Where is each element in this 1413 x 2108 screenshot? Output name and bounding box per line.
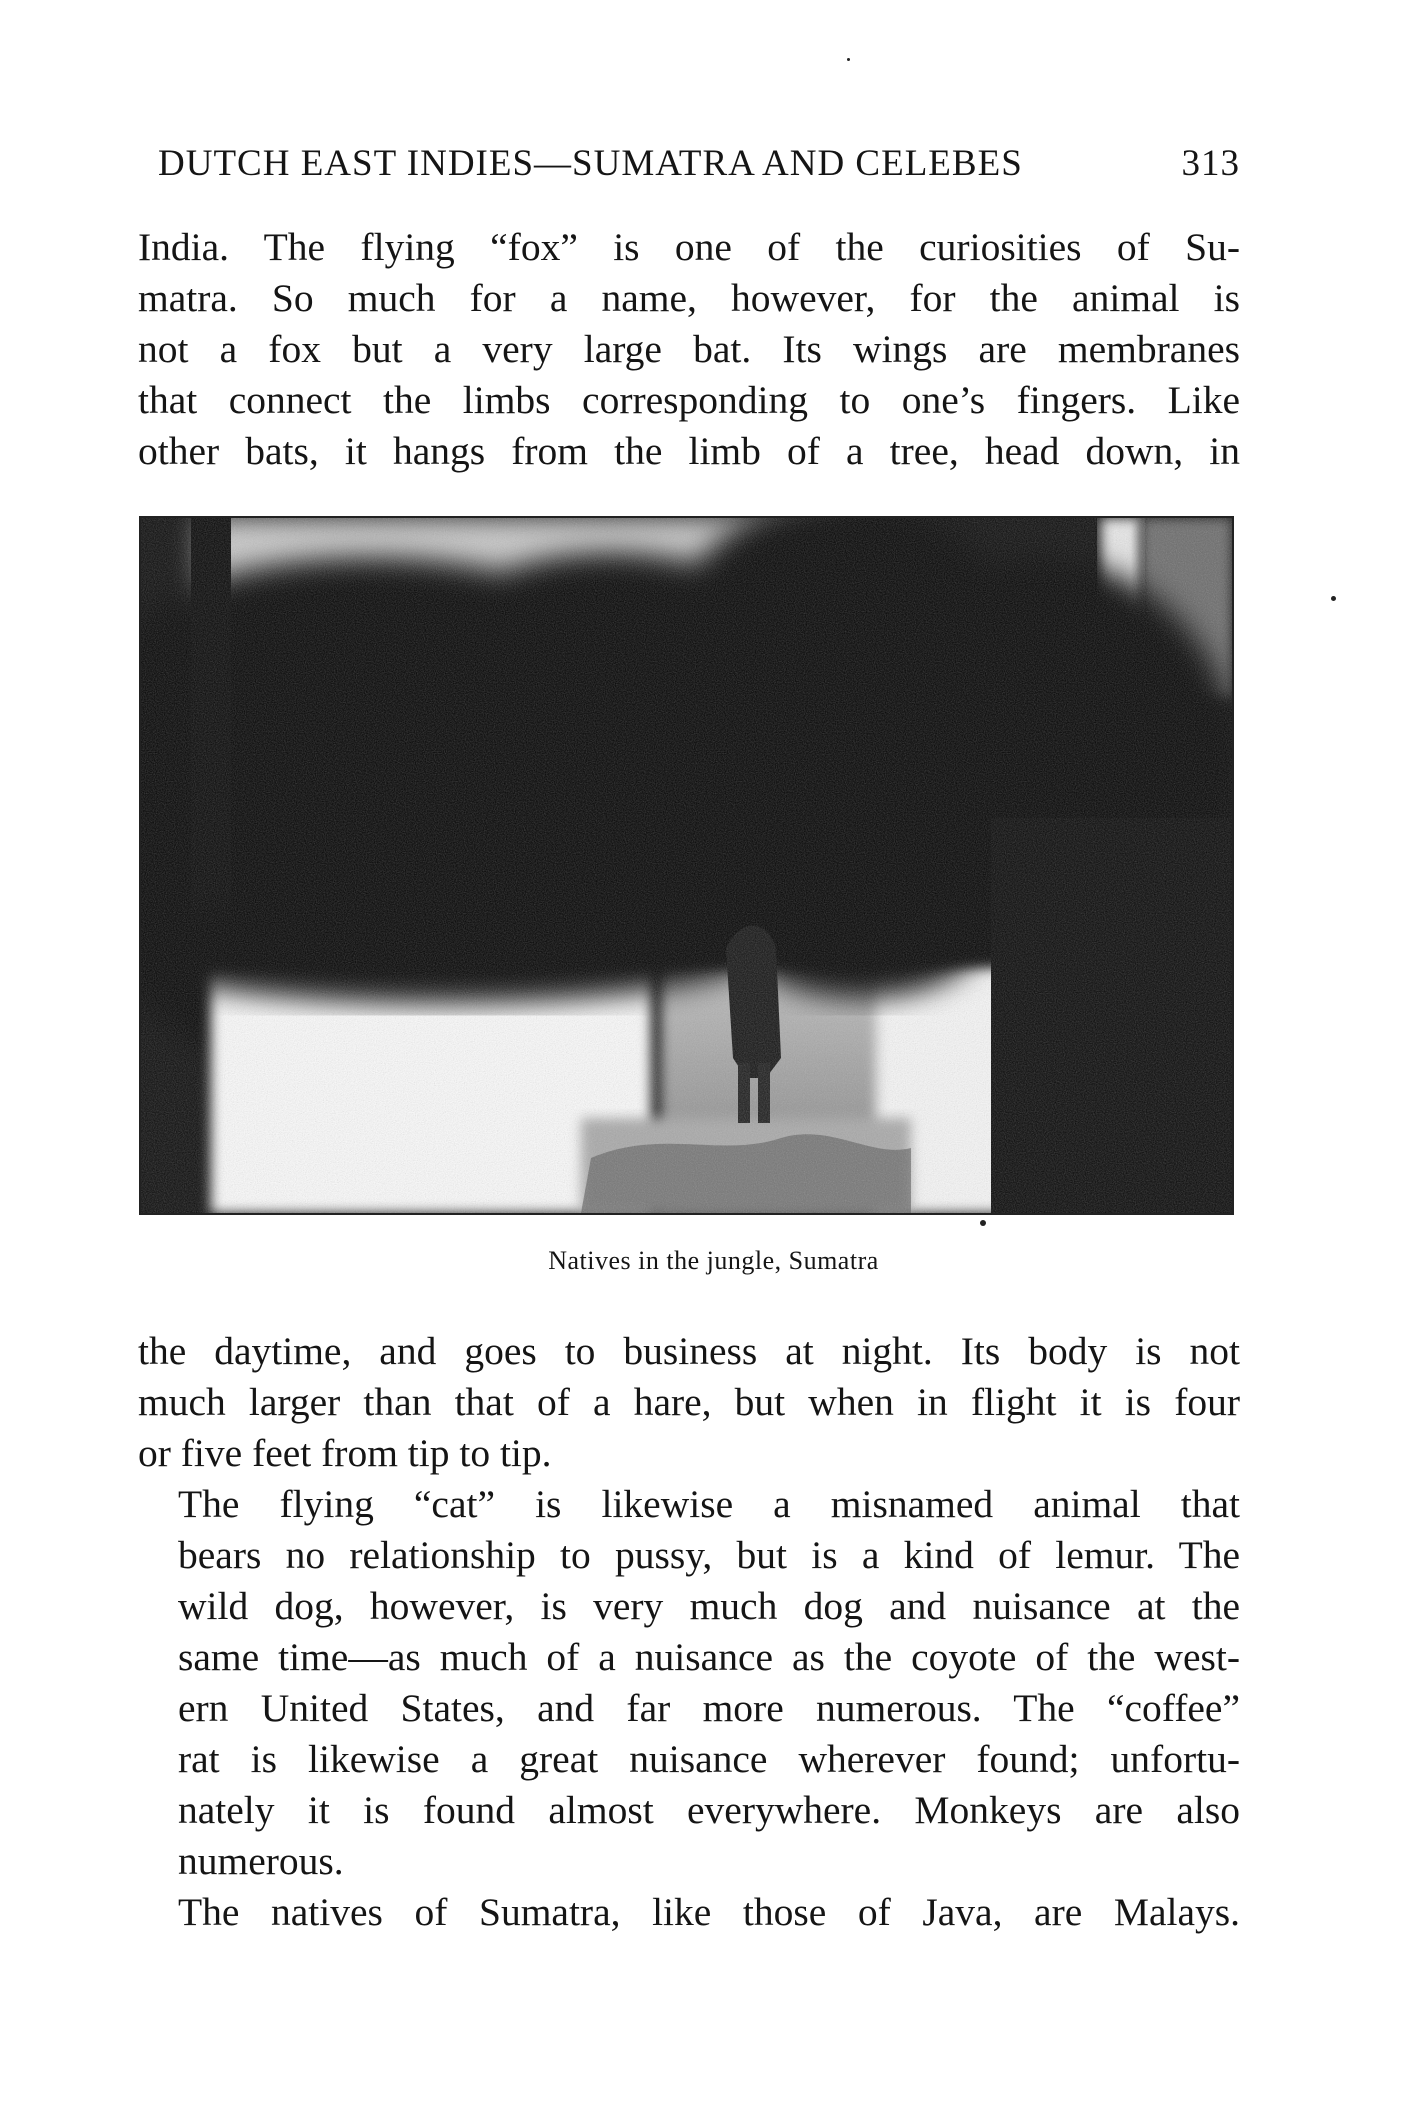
photo-illustration [141, 518, 1232, 1213]
text-line: bears no relationship to pussy, but is a kind of lemur. The [178, 1533, 1240, 1577]
text-line: rat is likewise a great nuisance wherever found; unfortu- [178, 1737, 1240, 1781]
running-head-title: DUTCH EAST INDIES—SUMATRA AND CELEBES [158, 143, 1023, 184]
text-line: wild dog, however, is very much dog and nuisance at the [178, 1584, 1240, 1628]
text-line: not a fox but a very large bat. Its wings are membranes [138, 327, 1240, 371]
text-line: matra. So much for a name, however, for the animal is [138, 276, 1240, 320]
text-line: same time—as much of a nuisance as the coyote of the west- [178, 1635, 1240, 1679]
text-line: numerous. [178, 1839, 344, 1883]
paragraph [138, 1887, 1240, 1938]
figure-caption: Natives in the jungle, Sumatra [548, 1246, 879, 1275]
jungle-photograph [139, 516, 1234, 1215]
print-speck [1331, 596, 1336, 601]
print-speck [980, 1220, 986, 1226]
running-head [158, 140, 1240, 188]
text-block-bottom [138, 1326, 1240, 1938]
text-line: much larger than that of a hare, but when in flight it is four [138, 1380, 1240, 1424]
paragraph [138, 1479, 1240, 1887]
text-line: other bats, it hangs from the limb of a tree, head down, in [138, 429, 1240, 473]
paragraph [138, 1326, 1240, 1479]
text-block-top [138, 222, 1240, 477]
text-line: ern United States, and far more numerous. The “coffee” [178, 1686, 1240, 1730]
paragraph [138, 222, 1240, 477]
text-line: that connect the limbs corresponding to one’s fingers. Like [138, 378, 1240, 422]
text-line: The natives of Sumatra, like those of Java, are Malays. [178, 1890, 1240, 1934]
print-speck [847, 58, 850, 61]
text-line: nately it is found almost everywhere. Monkeys are also [178, 1788, 1240, 1832]
text-line: The flying “cat” is likewise a misnamed animal that [178, 1482, 1240, 1526]
page-number: 313 [1181, 143, 1240, 184]
text-line: the daytime, and goes to business at night. Its body is not [138, 1329, 1240, 1373]
text-line: or five feet from tip to tip. [138, 1431, 552, 1475]
text-line: India. The flying “fox” is one of the curiosities of Su- [138, 225, 1240, 269]
